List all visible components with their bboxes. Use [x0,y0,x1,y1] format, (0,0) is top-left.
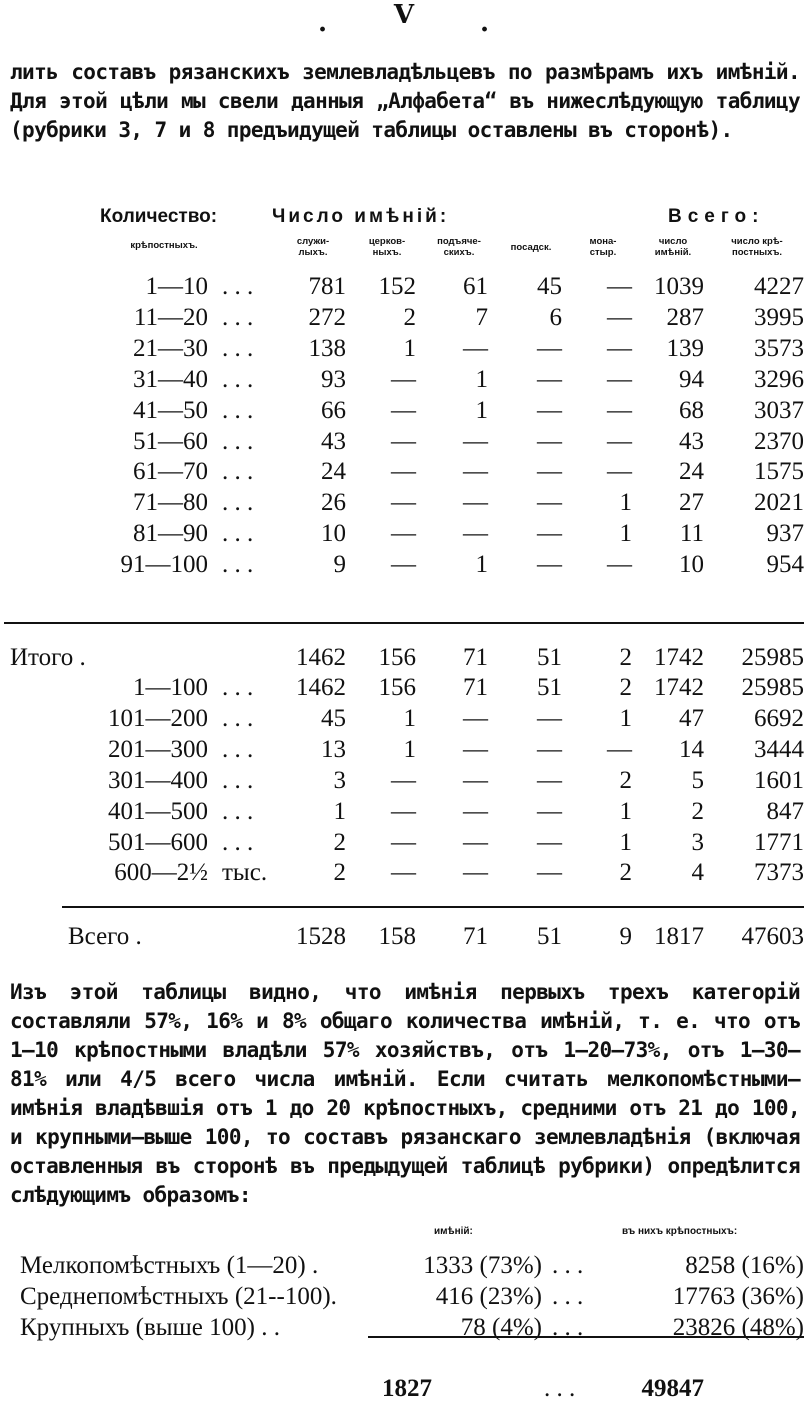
cell-serfs: 3296 [754,365,804,393]
summary-estates: 78 (4%) [460,1314,542,1341]
cell-service: 43 [321,427,346,455]
cell-estates: 47 [679,704,704,732]
cell-service: 24 [321,458,346,486]
cell-serfs: 954 [766,551,804,579]
table-row [0,334,808,364]
cell-range: 41—50 [133,396,208,424]
cell-posad: — [537,551,562,579]
summary-label: Крупныхъ (выше 100) . . [20,1314,280,1341]
cell-service: 10 [321,520,346,548]
cell-range: 81—90 [133,520,208,548]
cell-posad: 51 [537,923,562,950]
cell-monastery: — [607,303,632,331]
cell-serfs: 847 [766,797,804,825]
summary-total-row [0,1374,808,1404]
cell-podyachie: — [463,828,488,856]
cell-monastery: — [607,334,632,362]
cell-service: 3 [333,766,346,794]
cell-serfs: 25985 [741,644,804,671]
cell-church: 2 [403,303,416,331]
cell-dots: . . . [222,797,254,825]
cell-church: 156 [378,674,416,701]
table-row [0,858,808,888]
cell-dots: . . . [222,704,254,732]
cell-estates: 287 [666,303,704,331]
cell-church: — [391,797,416,825]
cell-dots: . . . [222,365,254,393]
subtotal-row [0,643,808,673]
cell-estates: 3 [691,828,704,856]
cell-church: — [391,396,416,424]
cell-estates: 4 [691,859,704,887]
summary-header-serfs: въ нихъ крѣпостныхъ: [622,1226,738,1237]
cell-monastery: 1 [619,828,632,856]
cell-range: 51—60 [133,427,208,455]
subheader-service: служи- лыхъ. [296,236,330,258]
cell-estates: 1742 [654,644,704,671]
cell-dots: тыс. [222,859,268,887]
table-row [0,735,808,765]
table-row [0,272,808,302]
subheader-num-estates: число имѣній. [654,236,692,258]
cell-podyachie: — [463,458,488,486]
cell-range: 91—100 [120,551,208,579]
cell-podyachie: 61 [463,273,488,300]
cell-church: 1 [403,735,416,763]
cell-church: — [391,859,416,887]
summary-dots: . . . [552,1252,584,1279]
cell-monastery: 1 [619,704,632,732]
cell-dots: . . . [222,551,254,579]
summary-estates: 1333 (73%) [423,1252,542,1279]
cell-posad: 45 [537,273,562,300]
cell-serfs: 1601 [754,766,804,794]
cell-monastery: 1 [619,797,632,825]
cell-podyachie: 71 [463,674,488,701]
cell-serfs: 1575 [754,458,804,486]
cell-serfs: 3573 [754,334,804,362]
subheader-monastery: мона- стыр. [589,236,617,258]
cell-church: — [391,365,416,393]
cell-range: 301—400 [108,766,208,794]
summary-label: Мелкопомѣстныхъ (1—20) . [20,1252,319,1279]
cell-church: 152 [378,273,416,300]
cell-church: 158 [378,923,416,950]
cell-posad: — [537,427,562,455]
cell-podyachie: — [463,704,488,732]
cell-church: — [391,427,416,455]
cell-dots: . . . [222,828,254,856]
header-estates-count: Число имѣній: [272,206,450,227]
summary-serfs: 17763 (36%) [672,1283,804,1310]
cell-posad: — [537,735,562,763]
total-row [0,922,808,952]
cell-service: 272 [308,303,346,331]
table-row [0,457,808,487]
table-row [0,396,808,426]
cell-podyachie: — [463,489,488,517]
cell-service: 9 [333,551,346,579]
cell-service: 1462 [296,674,346,701]
cell-estates: 2 [691,797,704,825]
header-quantity: Количество: [100,206,218,227]
cell-church: — [391,828,416,856]
ink-dot: . [480,8,490,38]
cell-range: 61—70 [133,458,208,486]
summary-estates: 416 (23%) [435,1283,542,1310]
summary-label: Среднепомѣстныхъ (21--100). [20,1283,337,1310]
cell-monastery: — [607,396,632,424]
summary-header-estates: имѣній: [434,1226,473,1237]
cell-monastery: — [607,273,632,300]
cell-monastery: 1 [619,520,632,548]
subtotal-label: Итого . [10,644,86,671]
cell-posad: — [537,489,562,517]
cell-range: 71—80 [133,489,208,517]
cell-service: 1462 [296,644,346,671]
total-label: Всего . [68,923,142,950]
cell-church: 1 [403,334,416,362]
cell-podyachie: — [463,859,488,887]
page-number: V [393,0,415,30]
cell-estates: 10 [679,551,704,579]
cell-monastery: 2 [619,674,632,701]
header-total: Всего: [668,206,765,227]
subheader-podyachie: подъяче- скихъ. [437,236,481,258]
cell-church: — [391,766,416,794]
cell-service: 2 [333,828,346,856]
cell-posad: — [537,766,562,794]
cell-range: 401—500 [108,797,208,825]
cell-estates: 24 [679,458,704,486]
cell-range: 11—20 [133,303,208,331]
cell-serfs: 2370 [754,427,804,455]
cell-serfs: 25985 [741,674,804,701]
cell-posad: — [537,704,562,732]
cell-podyachie: 71 [463,644,488,671]
cell-dots: . . . [222,674,254,701]
cell-dots: . . . [222,766,254,794]
cell-dots: . . . [222,396,254,424]
cell-podyachie: — [463,427,488,455]
summary-dots: . . . [552,1314,584,1341]
cell-posad: — [537,520,562,548]
cell-range: 31—40 [133,365,208,393]
summary-row [0,1313,808,1343]
summary-row [0,1251,808,1281]
cell-serfs: 1771 [754,828,804,856]
summary-serfs: 23826 (48%) [672,1314,804,1341]
summary-dots: . . . [552,1283,584,1310]
cell-posad: — [537,365,562,393]
cell-serfs: 6692 [754,704,804,732]
summary-total-estates: 1827 [382,1375,432,1402]
summary-serfs: 8258 (16%) [685,1252,804,1279]
cell-service: 26 [321,489,346,517]
cell-dots: . . . [222,303,254,331]
cell-podyachie: 1 [475,396,488,424]
cell-posad: — [537,458,562,486]
cell-monastery: 2 [619,766,632,794]
cell-church: — [391,551,416,579]
table-row [0,519,808,549]
cell-dots: . . . [222,735,254,763]
cell-podyachie: 71 [463,923,488,950]
cell-estates: 11 [679,520,704,548]
cell-service: 45 [321,704,346,732]
table-row [0,673,808,703]
subheader-posad: посадск. [510,242,552,253]
table-rule [4,622,804,624]
cell-estates: 5 [691,766,704,794]
cell-estates: 27 [679,489,704,517]
cell-range: 201—300 [108,735,208,763]
cell-monastery: — [607,427,632,455]
table-row [0,303,808,333]
cell-service: 13 [321,735,346,763]
cell-dots: . . . [222,334,254,362]
cell-range: 501—600 [108,828,208,856]
cell-podyachie: — [463,520,488,548]
cell-church: — [391,520,416,548]
cell-estates: 94 [679,365,704,393]
cell-service: 1 [333,797,346,825]
cell-church: — [391,458,416,486]
subheader-num-serfs: число крѣ- постныхъ. [731,236,783,258]
cell-serfs: 2021 [754,489,804,517]
cell-monastery: 1 [619,489,632,517]
cell-service: 781 [308,273,346,300]
cell-monastery: — [607,551,632,579]
intro-paragraph: лить составъ рязанскихъ землевладѣльцевъ по размѣрамъ ихъ имѣній. Для этой цѣли мы свели данныя „Алфабета“ въ нижеслѣдующую таблицу (рубрики 3, 7 и 8 предъидущей таблицы оставлены въ сторонѣ). [10,60,800,142]
table-row [0,766,808,796]
cell-posad: — [537,334,562,362]
cell-church: 1 [403,704,416,732]
cell-serfs: 3444 [754,735,804,763]
cell-posad: — [537,396,562,424]
cell-estates: 139 [666,334,704,362]
table-row [0,365,808,395]
cell-podyachie: — [463,735,488,763]
table-row [0,427,808,457]
cell-monastery: 2 [619,859,632,887]
summary-rule [368,1336,804,1338]
summary-total-dots: . . . [544,1375,576,1402]
cell-monastery: 2 [619,644,632,671]
cell-range: 600—2½ [114,859,208,887]
table-row [0,550,808,580]
summary-row [0,1282,808,1312]
cell-posad: — [537,859,562,887]
cell-podyachie: — [463,334,488,362]
cell-estates: 1039 [654,273,704,300]
table-row [0,488,808,518]
cell-serfs: 4227 [754,273,804,300]
cell-posad: 51 [537,644,562,671]
cell-range: 1—100 [133,674,208,701]
analysis-paragraph: Изъ этой таблицы видно, что имѣнія первыхъ трехъ категорій составляли 57%, 16% и 8% общаго количества имѣній, т. е. что отъ 1—10 крѣпостными владѣли 57% хозяйствъ, отъ 1—20—73%, отъ 1—30—81% или 4/5 всего числа имѣній. Если считать мелкопомѣстными—имѣнія владѣвшія отъ 1 до 20 крѣпостныхъ, средними отъ 21 до 100, и крупными—выше 100, то составъ рязанскаго землевладѣнія (включая оставленныя въ сторонѣ въ предыдущей таблицѣ рубрики) опредѣлится слѣдующимъ образомъ: [10,980,800,1207]
cell-posad: — [537,828,562,856]
cell-monastery: 9 [619,923,632,950]
cell-estates: 68 [679,396,704,424]
cell-service: 66 [321,396,346,424]
cell-dots: . . . [222,458,254,486]
cell-serfs: 937 [766,520,804,548]
cell-range: 21—30 [133,334,208,362]
cell-service: 1528 [296,923,346,950]
cell-monastery: — [607,365,632,393]
cell-range: 101—200 [108,704,208,732]
cell-service: 138 [308,334,346,362]
cell-podyachie: 1 [475,551,488,579]
cell-serfs: 47603 [741,923,804,950]
cell-monastery: — [607,458,632,486]
table-row [0,828,808,858]
summary-total-serfs: 49847 [641,1375,704,1402]
cell-posad: — [537,797,562,825]
subheader-church: церков- ныхъ. [368,236,406,258]
cell-estates: 43 [679,427,704,455]
cell-estates: 14 [679,735,704,763]
table-row [0,704,808,734]
cell-estates: 1742 [654,674,704,701]
cell-service: 2 [333,859,346,887]
cell-podyachie: — [463,797,488,825]
cell-posad: 51 [537,674,562,701]
cell-church: 156 [378,644,416,671]
subheader-serfs: крѣпостныхъ. [130,240,198,251]
cell-dots: . . . [222,489,254,517]
table-rule [62,906,804,908]
table-row [0,797,808,827]
cell-podyachie: 1 [475,365,488,393]
cell-serfs: 7373 [754,859,804,887]
cell-range: 1—10 [145,273,208,300]
cell-service: 93 [321,365,346,393]
cell-dots: . . . [222,273,254,300]
cell-dots: . . . [222,427,254,455]
cell-posad: 6 [549,303,562,331]
ink-dot: . [318,8,328,38]
cell-dots: . . . [222,520,254,548]
cell-podyachie: 7 [475,303,488,331]
cell-estates: 1817 [654,923,704,950]
cell-podyachie: — [463,766,488,794]
cell-church: — [391,489,416,517]
cell-monastery: — [607,735,632,763]
cell-serfs: 3037 [754,396,804,424]
cell-serfs: 3995 [754,303,804,331]
